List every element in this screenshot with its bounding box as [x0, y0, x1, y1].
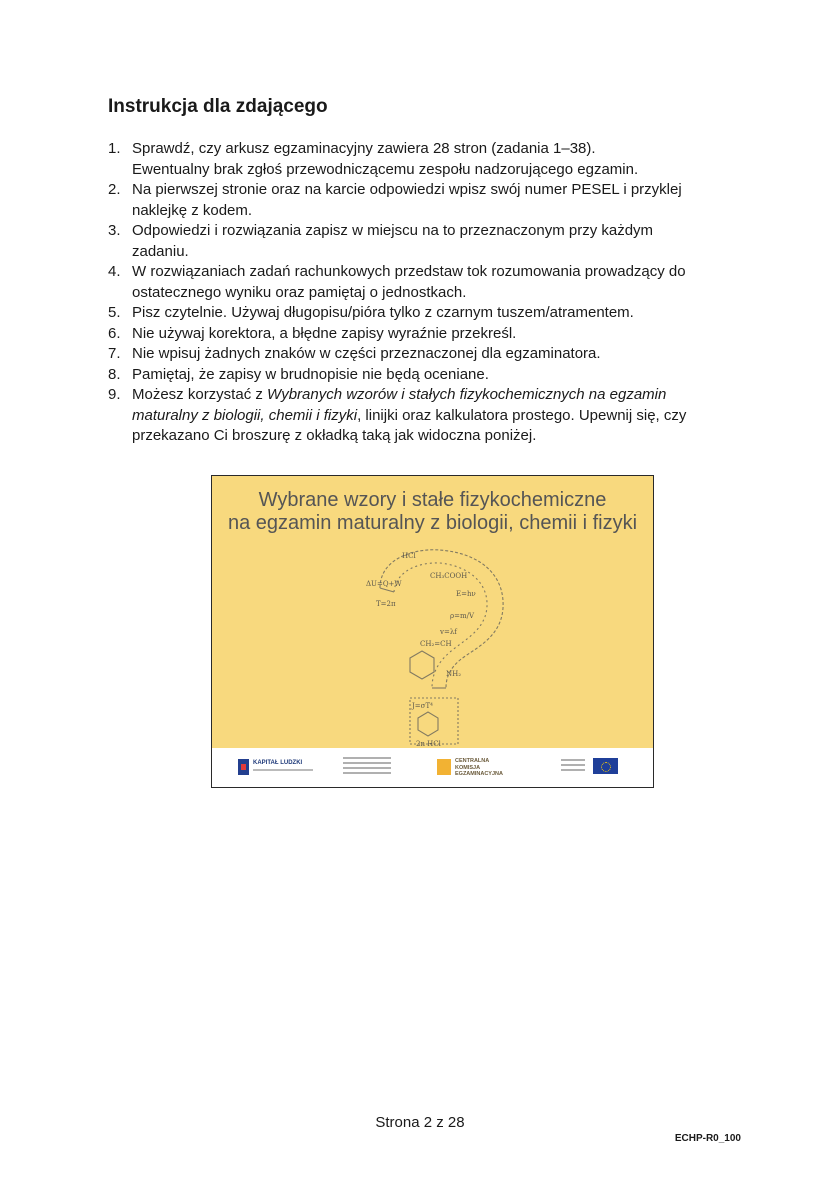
kapital-ludzki-logo: [238, 757, 314, 777]
svg-text:NH₂: NH₂: [446, 670, 462, 678]
svg-text:J=σT⁴: J=σT⁴: [412, 702, 433, 710]
cover-title-line: na egzamin maturalny z biologii, chemii i fizyki: [227, 512, 638, 534]
svg-text:CH₃COOH: CH₃COOH: [430, 572, 468, 580]
logo-text: EGZAMINACYJNA: [455, 771, 503, 777]
instruction-item: [108, 365, 748, 386]
item-number: 4.: [108, 263, 121, 280]
cke-logo: [437, 757, 517, 779]
cke-square-icon: [437, 759, 451, 775]
item-number: 5.: [108, 304, 121, 321]
cover-logo-bar: [212, 748, 653, 787]
instruction-item: [108, 180, 748, 221]
instruction-item: [108, 262, 748, 303]
eu-flag-icon: [593, 758, 618, 774]
item-text-part: Możesz korzystać z: [132, 386, 268, 403]
ministry-logo: [343, 757, 391, 777]
cover-title-line: Wybrane wzory i stałe fizykochemiczne: [258, 489, 607, 511]
item-text: Nie używaj korektora, a błędne zapisy wyraźnie przekreśl.: [132, 324, 517, 342]
logo-subtext-line: [253, 769, 313, 771]
brochure-title-italic: Wybranych wzorów i stałych fizykochemicznych na egzamin: [267, 386, 667, 403]
logo-text: KOMISJA: [455, 764, 481, 771]
document-code: ECHP-R0_100: [674, 1133, 741, 1144]
brochure-title-italic: maturalny z biologii, chemii i fizyki: [132, 406, 358, 424]
eu-logo: [561, 757, 619, 775]
item-number: 7.: [108, 345, 121, 362]
item-text: Ewentualny brak zgłoś przewodniczącemu zespołu nadzorującego egzamin.: [132, 160, 639, 178]
item-text: Odpowiedzi i rozwiązania zapisz w miejscu na to przeznaczonym przy każdym: [132, 222, 654, 239]
item-number: 6.: [108, 324, 121, 342]
instruction-item: [108, 344, 748, 365]
item-text: Na pierwszej stronie oraz na karcie odpowiedzi wpisz swój numer PESEL i przyklej: [132, 181, 682, 198]
instruction-item: [108, 221, 748, 262]
svg-text:T=2π: T=2π: [376, 600, 396, 608]
item-text: W rozwiązaniach zadań rachunkowych przedstaw tok rozumowania prowadzący do: [132, 263, 686, 280]
svg-text:HCl: HCl: [402, 552, 416, 560]
svg-text:v=λf: v=λf: [440, 628, 457, 636]
page-heading: Instrukcja dla zdającego: [108, 96, 328, 117]
instruction-item: [108, 385, 748, 447]
item-text: zadaniu.: [132, 242, 189, 260]
instruction-item: [108, 139, 748, 180]
logo-text: CENTRALNA: [455, 758, 490, 764]
instruction-list: [108, 139, 748, 447]
item-text: ostatecznego wyniku oraz pamiętaj o jednostkach.: [132, 283, 467, 301]
item-text: naklejkę z kodem.: [132, 201, 253, 219]
instruction-item: [108, 303, 748, 324]
svg-text:ΔU=Q+W: ΔU=Q+W: [366, 580, 402, 588]
logo-text: KAPITAŁ LUDZKI: [253, 760, 303, 766]
item-text: [132, 385, 748, 406]
item-text: [132, 406, 748, 427]
poland-flag-icon: [238, 759, 249, 775]
svg-text:E=hν: E=hν: [456, 590, 476, 598]
item-text: Pamiętaj, że zapisy w brudnopisie nie będą oceniane.: [132, 365, 489, 383]
item-text: Sprawdź, czy arkusz egzaminacyjny zawiera 28 stron (zadania 1–38).: [132, 140, 596, 157]
brochure-cover-image: [211, 475, 654, 788]
svg-text:ρ=m/V: ρ=m/V: [450, 612, 475, 620]
item-text: Pisz czytelnie. Używaj długopisu/pióra tylko z czarnym tuszem/atramentem.: [132, 304, 634, 321]
item-number: 3.: [108, 222, 121, 239]
item-text-part: , linijki oraz kalkulatora prostego. Upewnij się, czy: [357, 406, 687, 424]
svg-text:CH₂=CH: CH₂=CH: [420, 640, 452, 648]
item-text: przekazano Ci broszurę z okładką taką jak widoczna poniżej.: [132, 427, 537, 444]
item-number: 8.: [108, 365, 121, 383]
item-number: 9.: [108, 386, 121, 403]
question-mark-formula-icon: [360, 548, 510, 748]
svg-text:2n HCl: 2n HCl: [416, 740, 441, 748]
item-number: 1.: [108, 140, 121, 157]
page-number: Strona 2 z 28: [375, 1114, 465, 1131]
item-number: 2.: [108, 181, 121, 198]
instruction-item: [108, 324, 748, 345]
item-text: Nie wpisuj żadnych znaków w części przeznaczonej dla egzaminatora.: [132, 345, 601, 362]
